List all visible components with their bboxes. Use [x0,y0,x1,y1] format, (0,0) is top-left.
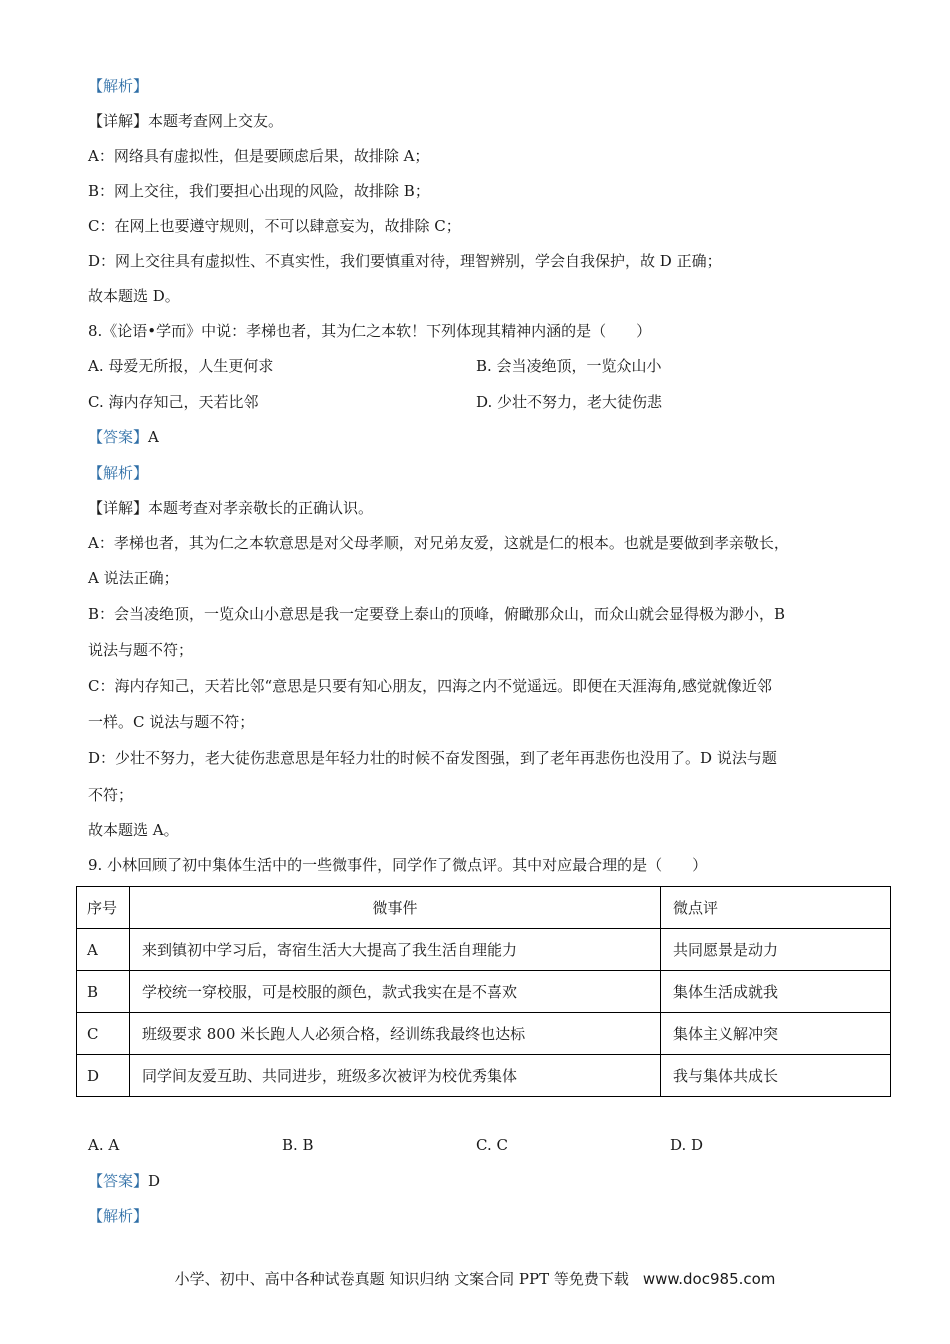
header-cell: 微点评 [661,887,891,929]
jiexi-label: 【解析】 [88,464,149,482]
q8-option-d: D. 少壮不努力，老大徒伤悲 [476,393,663,411]
table-row [77,1055,891,1097]
table-cell: A [77,929,130,971]
analysis-a-line2: A 说法正确； [88,569,179,587]
analysis-a-line1: A：孝梯也者，其为仁之本软意思是对父母孝顺，对兄弟友爱，这就是仁的根本。也就是要做到孝亲敬长， [88,534,789,552]
analysis-b: B：网上交往，我们要担心出现的风险，故排除 B； [88,182,430,200]
q8-answer [88,427,159,447]
header-cell: 微事件 [130,887,661,929]
answer-value: D [148,1172,161,1190]
table-cell: 集体生活成就我 [661,971,891,1013]
q9-option-c: C. C [476,1136,508,1154]
table-cell: 来到镇初中学习后，寄宿生活大大提高了我生活自理能力 [130,929,661,971]
q9-option-d: D. D [670,1136,704,1154]
q9-answer [88,1171,160,1191]
table-cell: 集体主义解冲突 [661,1013,891,1055]
jiexi-label: 【解析】 [88,77,149,95]
q8-option-c: C. 海内存知己，天若比邻 [88,393,259,411]
analysis-b-line1: B：会当凌绝顶，一览众山小意思是我一定要登上泰山的顶峰，俯瞰那众山，而众山就会显得极为渺小，B [88,605,786,623]
analysis-b-line2: 说法与题不符； [88,641,194,659]
analysis-c-line2: 一样。C 说法与题不符； [88,713,255,731]
table-header-row [77,887,891,929]
footer-url[interactable]: www.doc985.com [642,1270,776,1288]
analysis-d-line2: 不符； [88,786,134,804]
answer-label: 【答案】 [88,1172,149,1190]
table-cell: 班级要求 800 米长跑人人必须合格，经训练我最终也达标 [130,1013,661,1055]
analysis-d: D：网上交往具有虚拟性、不真实性，我们要慎重对待，理智辨别，学会自我保护，故 D 正确； [88,252,722,270]
table-cell: 同学间友爱互助、共同进步，班级多次被评为校优秀集体 [130,1055,661,1097]
table-row [77,971,891,1013]
answer-value: A [148,428,159,446]
table-row [77,1013,891,1055]
events-table [76,886,891,1097]
q8-option-b: B. 会当凌绝顶，一览众山小 [476,357,662,375]
answer-label: 【答案】 [88,428,149,446]
table-cell: 学校统一穿校服，可是校服的颜色，款式我实在是不喜欢 [130,971,661,1013]
footer-text: 小学、初中、高中各种试卷真题 知识归纳 文案合同 PPT 等免费下载 [174,1270,629,1288]
header-cell: 序号 [77,887,130,929]
q8-option-a: A. 母爱无所报，人生更何求 [88,357,274,375]
footer [0,1269,950,1289]
q9-option-a: A. A [88,1136,120,1154]
table-cell: B [77,971,130,1013]
analysis-c: C：在网上也要遵守规则，不可以肆意妄为，故排除 C； [88,217,461,235]
table-cell: 共同愿景是动力 [661,929,891,971]
detail-line: 【详解】本题考查网上交友。 [88,112,284,130]
jiexi-label: 【解析】 [88,1207,149,1225]
q9-option-b: B. B [282,1136,314,1154]
table-cell: C [77,1013,130,1055]
question-9: 9. 小林回顾了初中集体生活中的一些微事件，同学作了微点评。其中对应最合理的是（ ） [88,856,708,874]
conclusion: 故本题选 A。 [88,821,179,839]
analysis-a: A：网络具有虚拟性，但是要顾虑后果，故排除 A； [88,147,430,165]
detail-line: 【详解】本题考查对孝亲敬长的正确认识。 [88,499,374,517]
question-8: 8.《论语•学而》中说：孝梯也者，其为仁之本软！下列体现其精神内涵的是（ ） [88,322,652,340]
table-cell: 我与集体共成长 [661,1055,891,1097]
table-row [77,929,891,971]
conclusion: 故本题选 D。 [88,287,180,305]
table-cell: D [77,1055,130,1097]
analysis-d-line1: D：少壮不努力，老大徒伤悲意思是年轻力壮的时候不奋发图强，到了老年再悲伤也没用了。D 说法与题 [88,749,777,767]
analysis-c-line1: C：海内存知己，天若比邻“意思是只要有知心朋友，四海之内不觉遥远。即便在天涯海角,感觉就像近邻 [88,677,772,695]
